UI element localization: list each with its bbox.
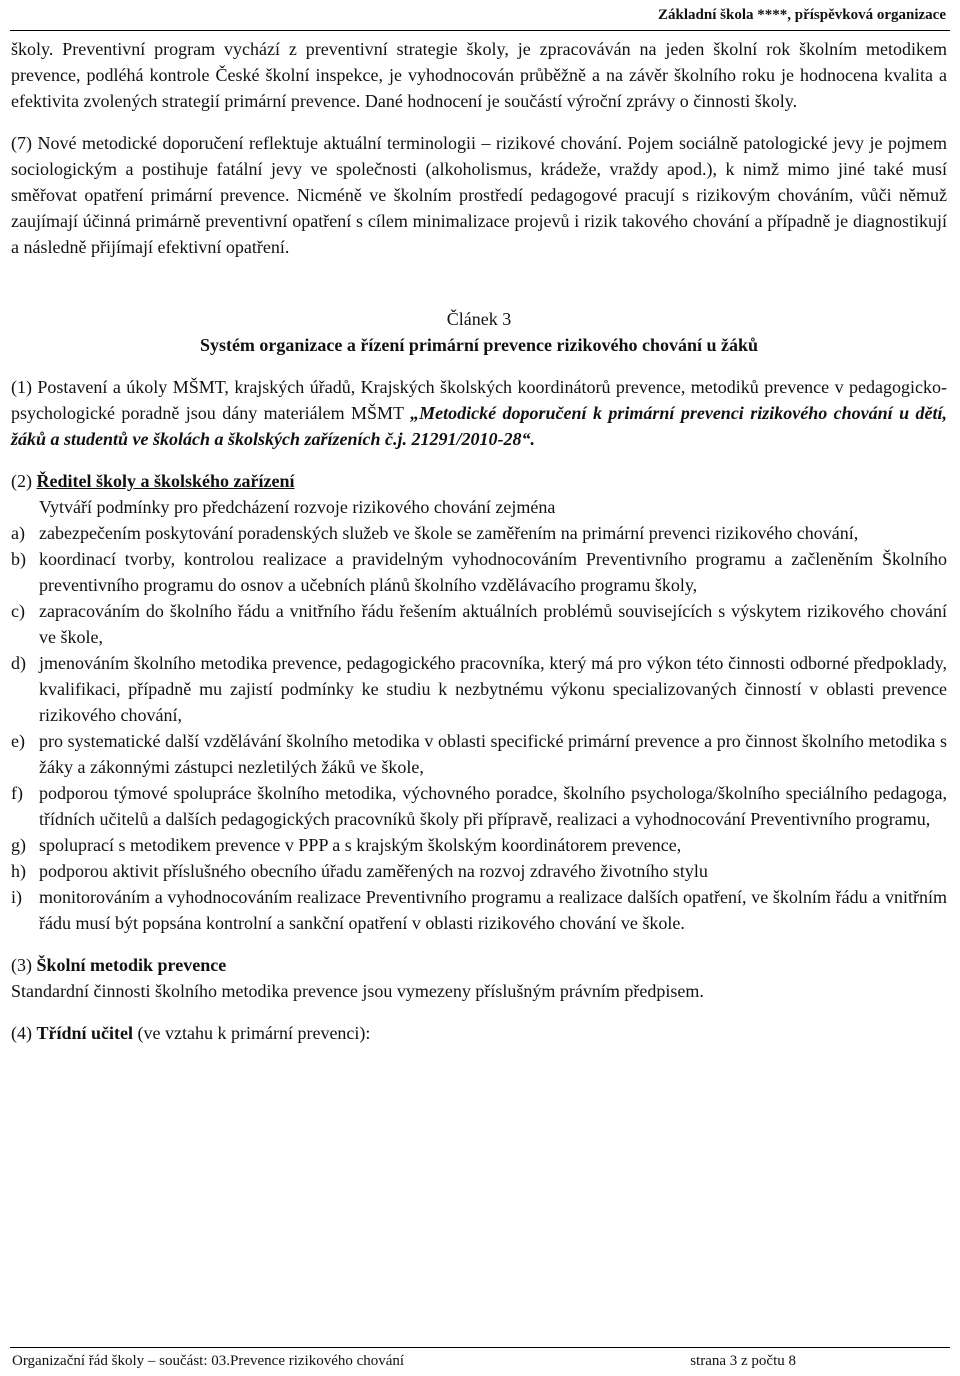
page-footer: [10, 1347, 950, 1369]
list-item-marker: a): [11, 523, 25, 543]
list-item-marker: b): [11, 549, 26, 569]
list-item: [11, 832, 947, 858]
list-item-marker: i): [11, 887, 22, 907]
list-item-text: zabezpečením poskytování poradenských služeb ve škole se zaměřením na primární prevenci rizikového chování,: [39, 523, 859, 543]
footer-document-label: Organizační řád školy – součást: 03.Prevence rizikového chování: [12, 1353, 405, 1369]
list-item-marker: e): [11, 731, 25, 751]
section-1: [11, 374, 947, 452]
section-4-number: (4): [11, 1023, 37, 1043]
section-3-heading: [11, 952, 947, 978]
page-header: [10, 0, 950, 31]
section-2-intro: Vytváří podmínky pro předcházení rozvoje rizikového chování zejména: [39, 497, 556, 517]
list-item-text: monitorováním a vyhodnocováním realizace Preventivního programu a realizace dalších opatření, ve školním řádu a vnitřním řádu musí být popsána kontrolní a sankční opatření v oblasti rizikového chování ve škole.: [39, 887, 947, 933]
footer-page-number: strana 3 z počtu 8: [690, 1353, 796, 1369]
article-title: Systém organizace a řízení primární prevence rizikového chování u žáků: [199, 335, 759, 355]
list-item-marker: g): [11, 835, 26, 855]
section-1-reference: „Metodické doporučení k primární prevenci rizikového chování u dětí, žáků a studentů ve školách a školských zařízeních č.j. 21291/2010-28“.: [11, 403, 948, 449]
list-item: [11, 728, 947, 780]
header-title: Základní škola ****, příspěvková organizace: [658, 7, 946, 23]
list-item: [11, 858, 947, 884]
section-3-text: Standardní činnosti školního metodika prevence jsou vymezeny příslušným právním předpisem.: [11, 981, 704, 1001]
list-item-marker: d): [11, 653, 26, 673]
intro-paragraph: školy. Preventivní program vychází z preventivní strategie školy, je zpracováván na jeden školní rok školním metodikem prevence, podléhá kontrole České školní inspekce, je vyhodnocován průběžně a na závěr školního roku je hodnocena kvalita a efektivita zvolených strategií primární prevence. Dané hodnocení je součástí výroční zprávy o činnosti školy.: [11, 39, 947, 111]
list-item-text: zapracováním do školního řádu a vnitřního řádu řešením aktuálních problémů souvisejících s výskytem rizikového chování ve škole,: [39, 601, 947, 647]
section-4-suffix: (ve vztahu k primární prevenci):: [133, 1023, 371, 1043]
section-3-title: Školní metodik prevence: [36, 955, 227, 975]
list-item-marker: c): [11, 601, 25, 621]
list-item-text: jmenováním školního metodika prevence, pedagogického pracovníka, který má pro výkon této činnosti odborné předpoklady, kvalifikaci, případně mu zajistí podmínky ke studiu k nezbytnému výkonu specializovaných činností v oblasti prevence rizikového chování,: [39, 653, 947, 725]
section-2-title: Ředitel školy a školského zařízení: [36, 471, 295, 491]
section-2-number: (2): [11, 471, 37, 491]
list-item: [11, 546, 947, 598]
section-2-heading: [11, 468, 947, 494]
document-body: [11, 36, 947, 1046]
list-item-marker: f): [11, 783, 23, 803]
section-3-number: (3): [11, 955, 37, 975]
list-item: [11, 598, 947, 650]
list-item-text: podporou týmové spolupráce školního metodika, výchovného poradce, školního psychologa/školního speciálního pedagoga, třídních učitelů a dalších pedagogických pracovníků školy při přípravě, realizaci a vyhodnocování Preventivního programu,: [39, 783, 947, 829]
section-1-text: (1) Postavení a úkoly MŠMT, krajských úřadů, Krajských školských koordinátorů prevence, metodiků prevence v pedagogicko-psychologické poradně jsou dány materiálem MŠMT: [11, 377, 947, 423]
list-item-text: koordinací tvorby, kontrolou realizace a pravidelným vyhodnocováním Preventivního programu a začleněním Školního preventivního programu do osnov a učebních plánů školního vzdělávacího programu školy,: [39, 549, 947, 595]
list-item-text: podporou aktivit příslušného obecního úřadu zaměřených na rozvoj zdravého životního stylu: [39, 861, 708, 881]
section-4-title: Třídní učitel: [36, 1023, 134, 1043]
list-item-marker: h): [11, 861, 26, 881]
list-item: [11, 884, 947, 936]
list-item-text: pro systematické další vzdělávání školního metodika v oblasti specifické primární prevence a pro činnost školního metodika s žáky a zákonnými zástupci nezletilých žáků ve škole,: [39, 731, 947, 777]
list-item: [11, 650, 947, 728]
article-number: Článek 3: [446, 309, 512, 329]
list-item: [11, 520, 947, 546]
section-4-heading: [11, 1020, 947, 1046]
section-2-list: [11, 520, 947, 936]
list-item-text: spoluprací s metodikem prevence v PPP a s krajským školským koordinátorem prevence,: [39, 835, 682, 855]
paragraph-7: (7) Nové metodické doporučení reflektuje aktuální terminologii – rizikové chování. Pojem sociálně patologické jevy je pojmem sociologickým a postihuje fatální jevy ve společnosti (alkoholismus, krádeže, vraždy apod.), k nimž mimo jiné také musí směřovat opatření primární prevence. Nicméně ve školním prostředí pedagogové pracují s rizikovým chováním, vůči němuž zaujímají účinná primárně preventivní opatření s cílem minimalizace projevů i rizik takového chování a případně je diagnostikují a následně přijímají efektivní opatření.: [11, 133, 947, 257]
list-item: [11, 780, 947, 832]
